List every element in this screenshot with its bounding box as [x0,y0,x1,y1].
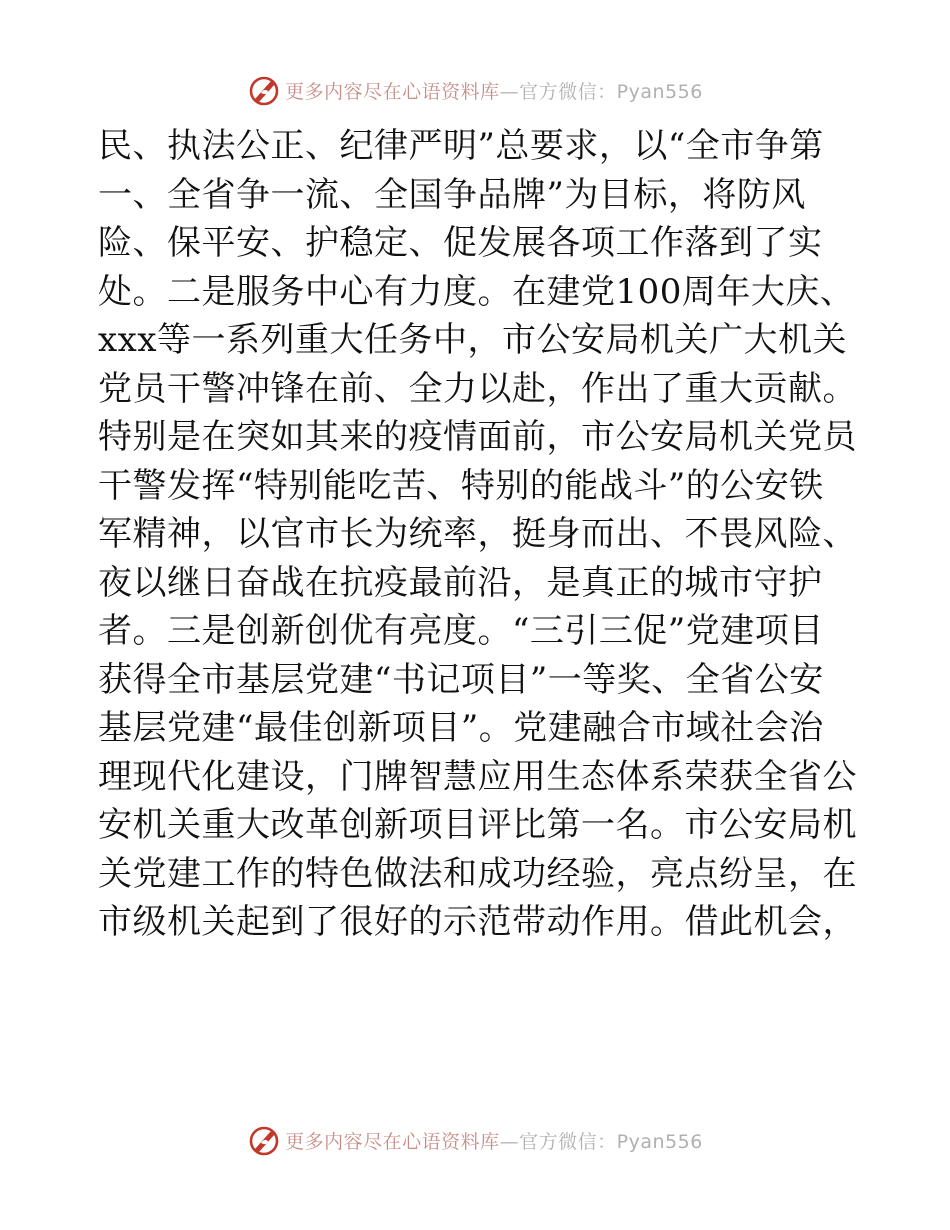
header-banner-text [285,77,703,104]
body-line: 关党建工作的特色做法和成功经验，亮点纷呈，在 [98,853,857,894]
footer-banner [0,1120,950,1160]
footer-banner-main: 更多内容尽在心语资料库 [285,1130,500,1153]
footer-banner-wechat: 官方微信：Pyan556 [519,1130,703,1153]
header-banner-wechat: 官方微信：Pyan556 [519,80,703,103]
body-line: 军精神，以官市长为统率，挺身而出、不畏风险、 [98,514,857,554]
body-line: 干警发挥“特别能吃苦、特别的能战斗”的公安铁 [98,465,824,506]
body-line: 者。三是创新创优有亮度。“三引三促”党建项目 [98,611,824,651]
body-line: 夜以继日奋战在抗疫最前沿，是真正的城市守护 [98,562,823,603]
body-line: 民、执法公正、纪律严明”总要求，以“全市争第 [98,126,824,166]
body-line: 获得全市基层党建“书记项目”一等奖、全省公安 [98,659,824,700]
body-line: 党员干警冲锋在前、全力以赴，作出了重大贡献。 [98,368,857,409]
header-banner [0,70,950,110]
body-line: 理现代化建设，门牌智慧应用生态体系荣获全省公 [98,756,857,797]
footer-banner-dash: — [499,1130,520,1153]
body-line: 市级机关起到了很好的示范带动作用。借此机会， [98,902,857,942]
header-banner-dash: — [499,80,520,103]
body-line: 特别是在突如其来的疫情面前，市公安局机关党员 [98,417,857,457]
body-line: 基层党建“最佳创新项目”。党建融合市域社会治 [98,708,824,748]
document-body [98,122,858,947]
body-line: 安机关重大改革创新项目评比第一名。市公安局机 [98,805,857,845]
pen-heart-logo-icon [247,73,281,107]
body-line: xxx等一系列重大任务中，市公安局机关广大机关 [98,320,848,360]
pen-heart-logo-icon [247,1123,281,1157]
footer-banner-text [285,1127,703,1154]
body-line: 处。二是服务中心有力度。在建党100周年大庆、 [98,271,855,312]
body-line: 险、保平安、护稳定、促发展各项工作落到了实 [98,223,823,263]
header-banner-main: 更多内容尽在心语资料库 [285,80,500,103]
body-line: 一、全省争一流、全国争品牌”为目标，将防风 [98,174,806,215]
